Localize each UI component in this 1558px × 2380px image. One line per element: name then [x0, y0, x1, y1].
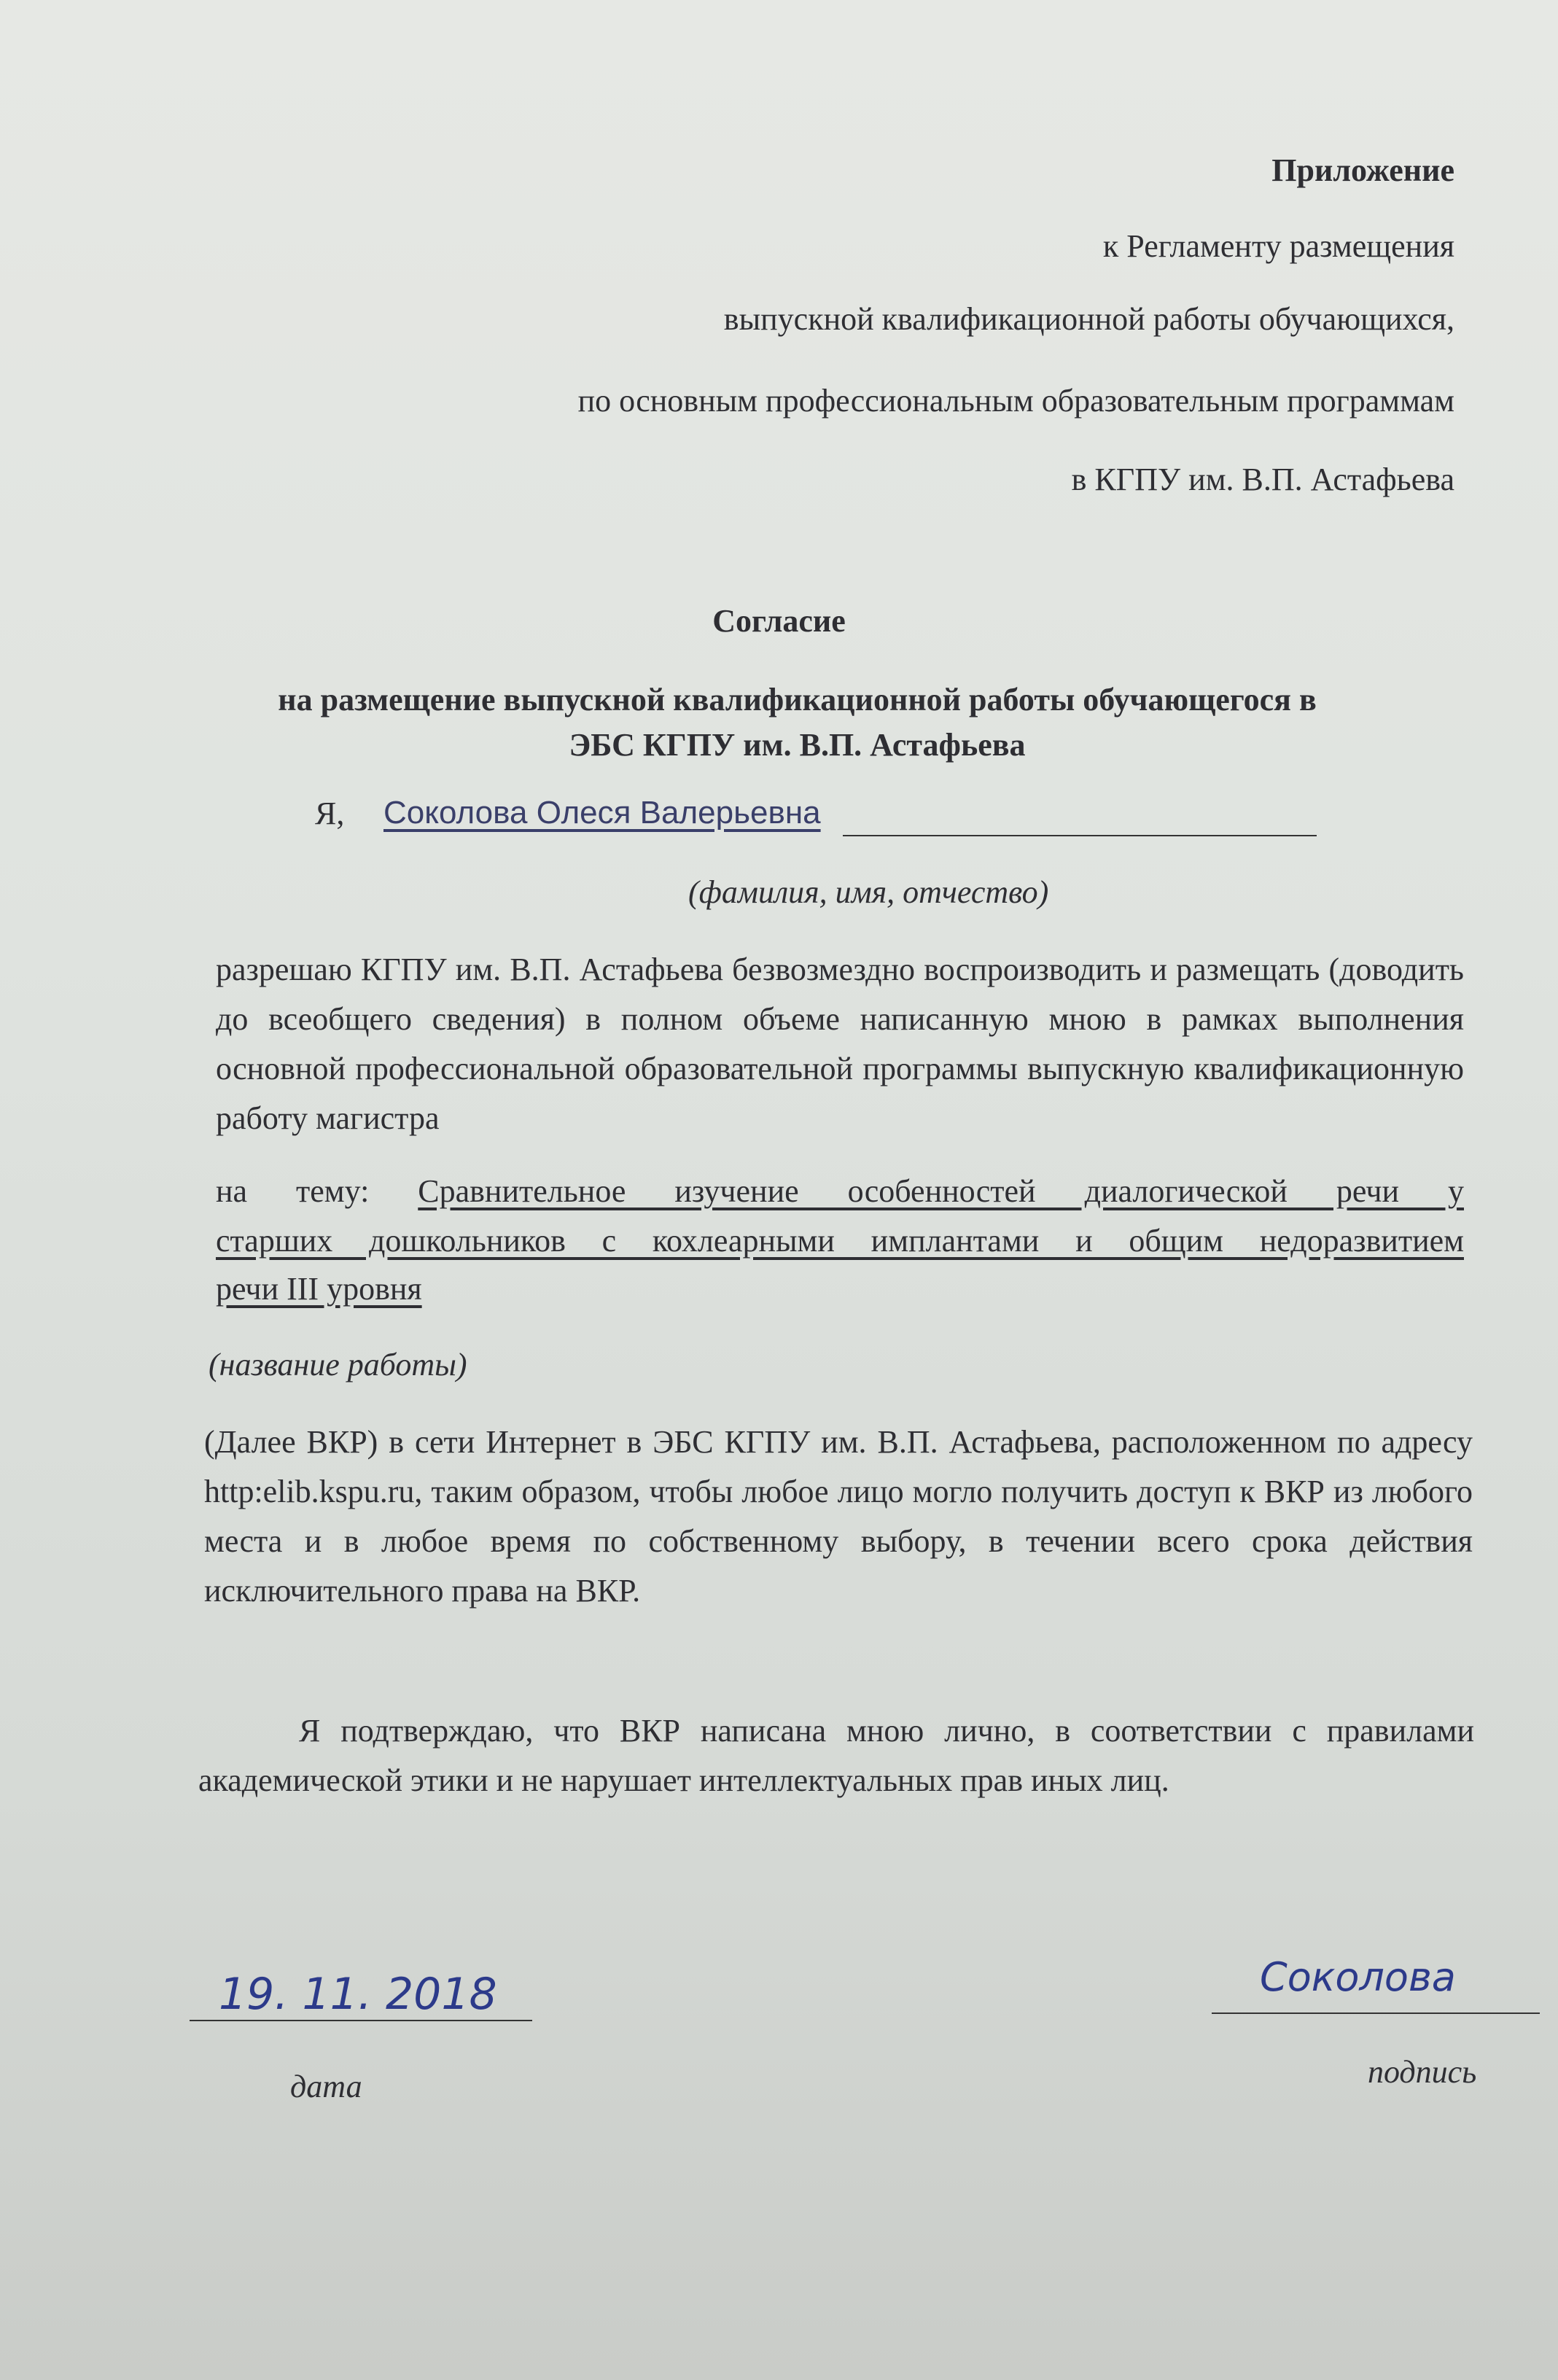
permission-paragraph: разрешаю КГПУ им. В.П. Астафьева безвозмездно воспроизводить и размещать (доводить до всеобщего сведения) в полном объеме написанную мною в рамках выполнения основной профессиональной образовательной программы выпускную квалификационную работу магистра: [216, 952, 1464, 1136]
placement-paragraph: (Далее ВКР) в сети Интернет в ЭБС КГПУ им. В.П. Астафьева, расположенном по адресу http:elib.kspu.ru, таким образом, чтобы любое лицо могло получить доступ к ВКР из любого места и в любое время по собственному выбору, в течении всего срока действия исключительного права на ВКР.: [204, 1424, 1473, 1609]
date-line: [190, 2020, 532, 2021]
appendix-line: в КГПУ им. В.П. Астафьева: [1071, 462, 1454, 497]
document-title: Согласие: [712, 603, 846, 639]
appendix-title: Приложение: [1271, 152, 1454, 188]
person-name: Соколова Олеся Валерьевна: [383, 795, 821, 831]
date-label: дата: [290, 2069, 362, 2104]
document-subtitle: на размещение выпускной квалификационной работы обучающегося в: [278, 682, 1317, 718]
topic-prefix: на тему:: [216, 1173, 370, 1209]
appendix-line: по основным профессиональным образовательным программам: [577, 383, 1454, 419]
document-subtitle: ЭБС КГПУ им. В.П. Астафьева: [569, 727, 1026, 763]
topic-line: [216, 1172, 1464, 1210]
confirmation-paragraph: Я подтверждаю, что ВКР написана мною лично, в соответствии с правилами академической этики и не нарушает интеллектуальных прав иных лиц.: [198, 1713, 1474, 1798]
signature-label: подпись: [1368, 2054, 1477, 2090]
topic-title: старших дошкольников с кохлеарными имплантами и общим недоразвитием: [216, 1223, 1464, 1259]
topic-title: Сравнительное изучение особенностей диалогической речи у: [418, 1173, 1464, 1209]
topic-title: речи III уровня: [216, 1271, 422, 1307]
appendix-line: выпускной квалификационной работы обучающихся,: [723, 301, 1454, 337]
name-caption: (фамилия, имя, отчество): [688, 874, 1049, 910]
handwritten-date: 19. 11. 2018: [219, 1969, 497, 2020]
topic-caption: (название работы): [209, 1347, 467, 1382]
name-prefix: Я,: [315, 796, 345, 831]
handwritten-signature: Соколова: [1260, 1954, 1456, 2000]
appendix-line: к Регламенту размещения: [1102, 228, 1454, 264]
signature-line: [1212, 2012, 1540, 2014]
name-underline: [843, 835, 1317, 836]
